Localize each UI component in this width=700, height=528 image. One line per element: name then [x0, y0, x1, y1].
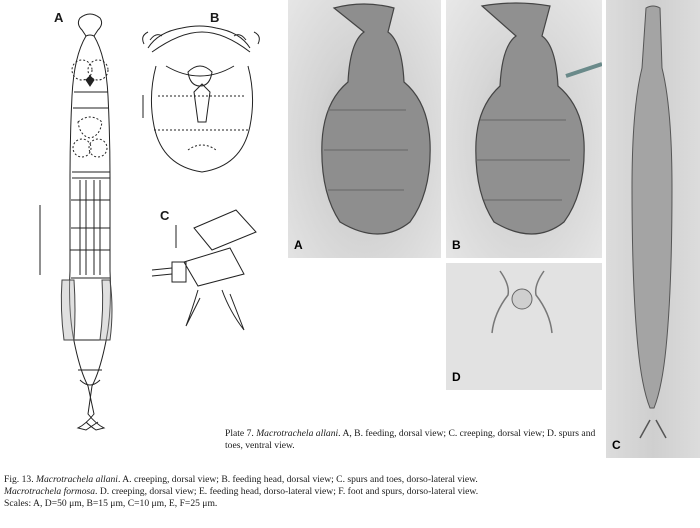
photo-label-d: D: [452, 370, 461, 384]
photo-a-specimen: [288, 0, 441, 258]
drawing-c-spurs-toes: [152, 210, 256, 330]
drawing-b-feeding-head: [143, 26, 260, 172]
plate-photo-d: [446, 263, 602, 390]
plate-caption: [225, 428, 600, 452]
photo-label-c: C: [612, 438, 621, 452]
figure-caption-prefix: Fig. 13.: [4, 474, 36, 485]
figure-caption-species-1: Macrotrachela allani: [36, 474, 118, 485]
figure-label-b: B: [210, 10, 220, 25]
plate-photo-a: [288, 0, 441, 258]
figure-label-a: A: [54, 10, 64, 25]
drawing-a-creeping: [61, 14, 112, 430]
figure-label-c: C: [160, 208, 170, 223]
plate-caption-species: Macrotrachela allani: [256, 428, 339, 439]
figure-caption-text-2: . D. creeping, dorsal view; E. feeding head, dorso-lateral view; F. foot and spurs, dorso-lateral view. Scales: A, D=50 μm, B=15 μm, C=10 μm, E, F=25 μm.: [4, 486, 479, 510]
photo-label-a: A: [294, 238, 303, 252]
photo-c-specimen: [606, 0, 700, 458]
plate-photo-b: [446, 0, 602, 258]
photo-d-spurs: [446, 263, 602, 390]
figure-caption: [4, 474, 494, 511]
figure-caption-species-2: Macrotrachela formosa: [4, 486, 96, 498]
figure-caption-text-1: . A. creeping, dorsal view; B. feeding head, dorsal view; C. spurs and toes, dorso-lateral view.: [117, 474, 478, 485]
plate-caption-text: . A, B. feeding, dorsal view; C. creeping, dorsal view; D. spurs and toes, ventral view.: [225, 428, 596, 452]
plate-photo-c: [606, 0, 700, 458]
photo-b-specimen: [446, 0, 602, 258]
plate-caption-prefix: Plate 7.: [225, 428, 257, 439]
photo-label-b: B: [452, 238, 461, 252]
